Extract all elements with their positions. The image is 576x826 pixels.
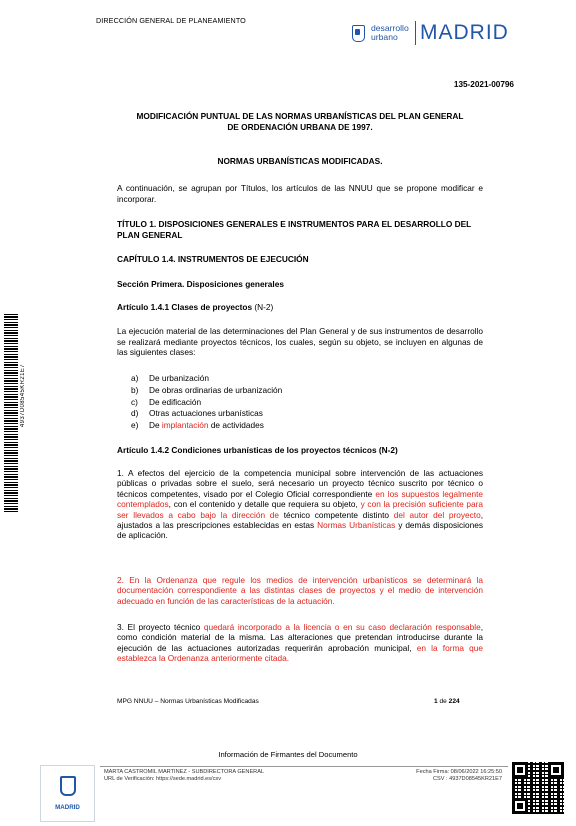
article-2-heading: Artículo 1.4.2 Condiciones urbanísticas de los proyectos técnicos (N-2) [117, 445, 398, 455]
footer-doc-name: MPG NNUU – Normas Urbanísticas Modificadas [117, 698, 259, 705]
article-1-body: La ejecución material de las determinaciones del Plan General y de sus instrumentos de desarrollo se realizará mediante proyectos técnicos, los cuales, según su objeto, se incluyen en algunas de las siguientes clases: [117, 326, 483, 358]
barcode [4, 314, 18, 512]
madrid-logo [352, 20, 509, 46]
signature-date-info: Fecha Firma: 08/06/2022 16:25:50 CSV : 4937D08545KR21E7 [416, 769, 502, 782]
logo-wordmark: MADRID [420, 21, 509, 44]
paragraph-3: 3. El proyecto técnico quedará incorporado a la licencia o en su caso declaración responsable, como condición material de la misma. Las alteraciones que pretendan introducirse durante la ejecución de las actuaciones autorizadas requerirán aprobación municipal, en la forma que establezca la Ordenanza anteriormente citada. [117, 622, 484, 664]
madrid-seal: MADRID [40, 765, 95, 822]
logo-subtitle: desarrollo urbano [371, 23, 409, 42]
capitulo-heading: CAPÍTULO 1.4. INSTRUMENTOS DE EJECUCIÓN [117, 254, 309, 264]
intro-paragraph: A continuación, se agrupan por Títulos, los artículos de las NNUU que se propone modificar e incorporar. [117, 183, 483, 204]
logo-divider [415, 21, 416, 45]
seccion-heading: Sección Primera. Disposiciones generales [117, 279, 284, 289]
madrid-shield-icon [60, 776, 76, 796]
page-number: 1 de 224 [434, 698, 460, 705]
document-reference: 135-2021-00796 [453, 80, 514, 89]
list-item: c) De edificación [131, 397, 202, 407]
signers-heading: Información de Firmantes del Documento [218, 750, 358, 759]
qr-code [512, 762, 564, 814]
list-item: a) De urbanización [131, 373, 209, 383]
department-header: DIRECCIÓN GENERAL DE PLANEAMIENTO [96, 16, 246, 25]
list-item: d) Otras actuaciones urbanísticas [131, 408, 263, 418]
barcode-text: 4937D08545KR21E7 [20, 364, 26, 428]
paragraph-1: 1. A efectos del ejercicio de la competencia municipal sobre intervención de las actuaciones públicas o privadas sobre el suelo, será necesario un proyecto técnico suscrito por técnico o técnicos competentes, visado por el Colegio Oficial correspondiente en los supuestos legalmente contemplados, con el contenido y detalle que requiera su objeto, y con la precisión suficiente para ser llevados a cabo bajo la dirección de técnico competente distinto del autor del proyecto, ajustados a las prescripciones establecidas en estas Normas Urbanísticas y demás disposiciones de aplicación. [117, 468, 484, 541]
signer-info: MARTA CASTROMIL MARTINEZ - SUBDIRECTORA GENERAL URL de Verificación: https://sede.madrid.es/csv [104, 769, 265, 782]
titulo-heading: TÍTULO 1. DISPOSICIONES GENERALES E INSTRUMENTOS PARA EL DESARROLLO DEL PLAN GENERAL [117, 219, 472, 240]
article-1-heading: Artículo 1.4.1 Clases de proyectos (N-2) [117, 302, 274, 312]
document-title: MODIFICACIÓN PUNTUAL DE LAS NORMAS URBANÍSTICAS DEL PLAN GENERAL DE ORDENACIÓN URBANA DE 1997. [136, 111, 464, 132]
section-subtitle: NORMAS URBANÍSTICAS MODIFICADAS. [217, 156, 383, 166]
signature-divider [100, 766, 508, 767]
madrid-shield-icon [352, 25, 365, 42]
list-item: b) De obras ordinarias de urbanización [131, 385, 283, 395]
paragraph-2: 2. En la Ordenanza que regule los medios de intervención urbanísticos se determinará la documentación correspondiente a las distintas clases de proyectos y el medio de intervención adecuado en función de las características de la actuación. [117, 575, 483, 606]
list-item: e) De implantación de actividades [131, 420, 264, 430]
